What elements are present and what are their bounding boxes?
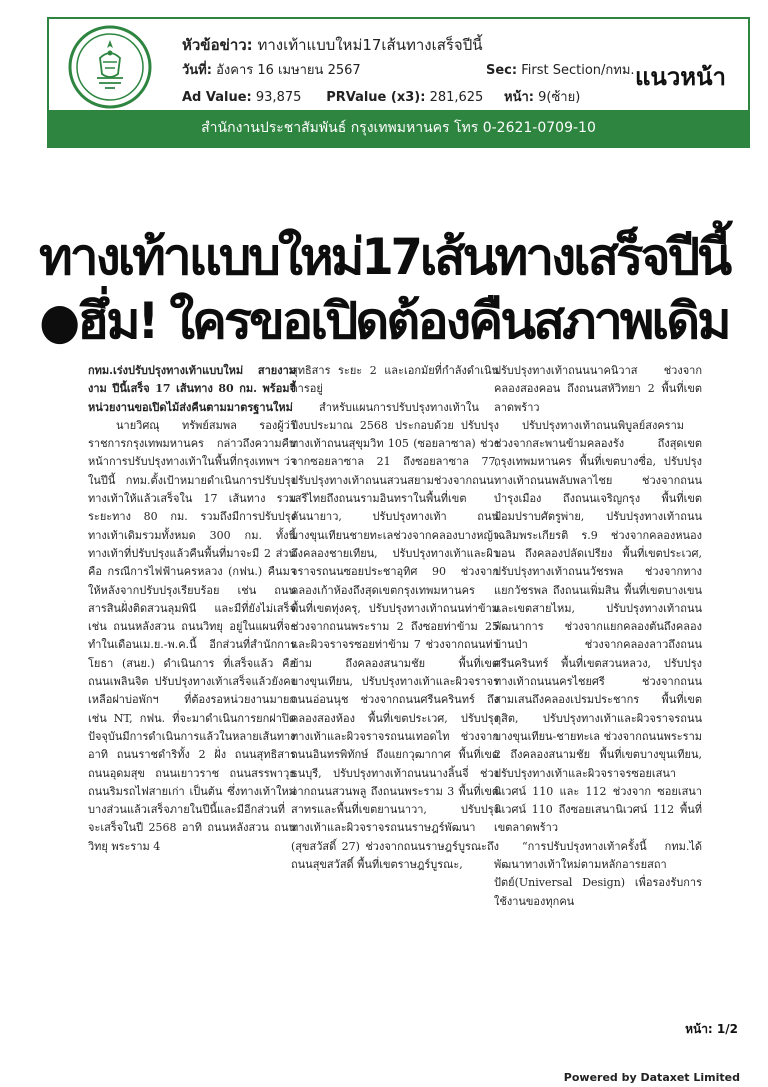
article-title-line-2: ●ฮึ่ม! ใครขอเปิดต้องคืนสภาพเดิม: [39, 292, 729, 350]
article-title-line-1: ทางเท้าแบบใหม่17เส้นทางเสร็จปีนี้: [39, 228, 730, 286]
ad-value: 93,875: [255, 90, 302, 105]
pr-value: 281,625: [429, 90, 484, 105]
article-paragraph: ปรับปรุงทางเท้าถนนพิบูลย์สงคราม ช่วงจากสะพานข้ามคลองรัง ถึงสุดเขตกรุงเทพมหานคร พื้นที่เขตบางซื่อ, ปรับปรุงทางเท้าถนนพลับพลาไชย ช่วงจากถนนบำรุงเมือง ถึงถนนเจริญกรุง พื้นที่เขตป้อมปราบศัตรูพ่าย, ปรับปรุงทางเท้าถนนเฉลิมพระเกียรติ ร.9 ช่วงจากคลองหนองบอน ถึงคลองปลัดเปรียง พื้นที่เขตประเวศ, ปรับปรุงทางเท้าถนนวัชรพล ช่วงจากทางแยกวัชรพล ถึงถนนเพิ่มสิน พื้นที่เขตบางเขนและเขตสายไหม, ปรับปรุงทางเท้าถนนพัฒนาการ ช่วงจากแยกคลองตันถึงคลองบ้านป่า ช่วงจากคลองลาวถึงถนนศรีนครินทร์ พื้นที่เขตสวนหลวง, ปรับปรุงทางเท้าถนนนครไชยศรี ช่วงจากถนนสามเสนถึงคลองเปรมประชากร พื้นที่เขตดุสิต, ปรับปรุงทางเท้าและผิวจราจรถนนบางขุนเทียน-ชายทะเล ช่วงจากถนนพระราม 2 ถึงคลองสนามชัย พื้นที่เขตบางขุนเทียน, ปรับปรุงทางเท้าและผิวจราจรซอยเสนานิเวศน์ 110 และ 112 ช่วงจาก ซอยเสนานิเวศน์ 110 ถึงซอยเสนานิเวศน์ 112 พื้นที่เขตลาดพร้าว: [494, 418, 702, 835]
article-column-3: [494, 362, 702, 911]
date-row: [182, 59, 361, 80]
article-column-2: [291, 362, 499, 874]
date-label: วันที่:: [182, 63, 212, 78]
article-paragraph: สำหรับแผนการปรับปรุงทางเท้าในปีงบประมาณ 2568 ประกอบด้วย ปรับปรุงทางเท้าถนนสุขุมวิท 105 (ซอยลาซาล) ช่วงจากซอยลาซาล 21 ถึงซอยลาซาล 77, ปรับปรุงทางเท้าถนนสวนสยามช่วงจากถนนเสรีไทยถึงถนนรามอินทราในพื้นที่เขตคันนายาว, ปรับปรุงทางเท้า ถนนบางขุนเทียนชายทะเลช่วงจากคลองบางหญ้าถึงคลองชายเทียน, ปรับปรุงทางเท้าและผิวจราจรถนนซอยประชาอุทิศ 90 ช่วงจากคลองเก้าห้องถึงสุดเขตกรุงเทพมหานคร พื้นที่เขตทุ่งครุ, ปรับปรุงทางเท้าถนนท่าข้าม ช่วงจากถนนพระราม 2 ถึงซอยท่าข้าม 25 และผิวจราจรซอยท่าข้าม 7 ช่วงจากถนนท่าข้าม ถึงคลองสนามชัย พื้นที่เขตบางขุนเทียน, ปรับปรุงทางเท้าและผิวจราจรถนนอ่อนนุช ช่วงจากถนนศรีนครินทร์ ถึงคลองสองห้อง พื้นที่เขตประเวศ, ปรับปรุงทางเท้าและผิวจราจรถนนเทอดไท ช่วงจากถนนอินทรพิทักษ์ ถึงแยกวุฒากาศ พื้นที่เขตธนบุรี, ปรับปรุงทางเท้าถนนนางลิ้นจี่ ช่วงจากถนนสวนพลู ถึงถนนพระราม 3 พื้นที่เขตสาทรและพื้นที่เขตยานนาวา, ปรับปรุงทางเท้าและผิวจราจรถนนราษฎร์พัฒนา (สุขสวัสดิ์ 27) ช่วงจากถนนราษฎร์บูรณะถึงถนนสุขสวัสดิ์ พื้นที่เขตราษฎร์บูรณะ,: [291, 400, 499, 872]
sec-value: First Section/กทม.: [521, 63, 635, 78]
bangkok-seal-logo: [53, 22, 167, 112]
headline-label: หัวข้อข่าว:: [182, 36, 253, 54]
article-paragraph: ปรับปรุงทางเท้าถนนนาคนิวาส ช่วงจากคลองสองคอน ถึงถนนสหัวิทยา 2 พื้นที่เขตลาดพร้าว: [494, 364, 702, 414]
sec-label: Sec:: [486, 63, 518, 78]
powered-by: Powered by Dataxet Limited: [563, 1071, 740, 1084]
clipping-header: [47, 17, 750, 148]
agency-bar: สำนักงานประชาสัมพันธ์ กรุงเทพมหานคร โทร 0-2621-0709-10: [49, 110, 748, 146]
page-label: หน้า:: [504, 90, 534, 105]
ad-value-label: Ad Value:: [182, 90, 252, 105]
article-paragraph: นายวิศณุ ทรัพย์สมพล รองผู้ว่าราชการกรุงเทพมหานคร กล่าวถึงความคืบหน้าการปรับปรุงทางเท้าในพื้นที่กรุงเทพฯ ว่า ในปีนี้ กทม.ตั้งเป้าหมายดำเนินการปรับปรุงทางเท้าให้แล้วเสร็จใน 17 เส้นทาง รวมระยะทาง 80 กม. รวมถึงมีการปรับปรุงทางเท้าเดิมรวมทั้งหมด 300 กม. ทั้งนี้ ทางเท้าที่ปรับปรุงแล้วคืนพื้นที่มาจะมี 2 ส่วน คือ กรณีการไฟฟ้านครหลวง (กฟน.) คืนมาให้หลังจากปรับปรุงเรียบร้อย เช่น ถนนสารสินฝั่งติดสวนลุมพินี และมีที่ยังไม่เสร็จ เช่น ถนนหลังสวน ถนนวิทยุ อยู่ในแผนที่จะทำในเดือนเม.ย.-พ.ค.นี้ อีกส่วนที่สำนักการโยธา (สนย.) ดำเนินการ ที่เสร็จแล้ว คือ ถนนเพลินจิต ปรับปรุงทางเท้าเสร็จแล้วยังคงเหลือฝาบ่อพักฯ ที่ต้องรอหน่วยงานมายก เช่น NT, กฟน. ที่จะมาดำเนินการยกฝาปิด ปัจจุบันมีการดำเนินการแล้วในหลายเส้นทาง อาทิ ถนนราชดำริทั้ง 2 ฝั่ง ถนนสุทธิสาร ถนนอุดมสุข ถนนเยาวราช ถนนสรรพาวุธ ถนนริมรถไฟสายเก่า เป็นต้น ซึ่งทางเท้าใหม่บางส่วนแล้วเสร็จภายในปีนี้และมีอีกส่วนที่จะเสร็จในปี 2568 อาทิ ถนนหลังสวน ถนนวิทยุ พระราม 4: [88, 418, 296, 853]
pr-value-label: PRValue (x3):: [326, 90, 426, 105]
headline-row: [182, 33, 483, 57]
headline-value: ทางเท้าแบบใหม่17เส้นทางเสร็จปีนี้: [257, 36, 483, 54]
page-indicator: หน้า: 1/2: [685, 1022, 738, 1036]
article-paragraph: สุทธิสาร ระยะ 2 และเอกมัยที่กำลังดำเนินการอยู่: [291, 364, 499, 396]
date-value: อังคาร 16 เมษายน 2567: [216, 63, 361, 78]
section-row: [486, 59, 635, 80]
value-row: [182, 86, 580, 107]
article-lead: กทม.เร่งปรับปรุงทางเท้าแบบใหม่ สายงามงาม ปีนี้เสร็จ 17 เส้นทาง 80 กม. พร้อมจี้หน่วยงานขอเปิดไม้ส่งคืนตามมาตรฐานใหม่: [88, 364, 296, 414]
page-value: 9(ซ้าย): [538, 90, 581, 105]
newspaper-name: แนวหน้า: [634, 63, 726, 91]
article-column-1: [88, 362, 296, 856]
article-quote: “การปรับปรุงทางเท้าครั้งนี้ กทม.ได้พัฒนาทางเท้าใหม่ตามหลักอารยสถาปัตย์(Universal Design) เพื่อรองรับการใช้งานของทุกคน: [494, 839, 702, 908]
